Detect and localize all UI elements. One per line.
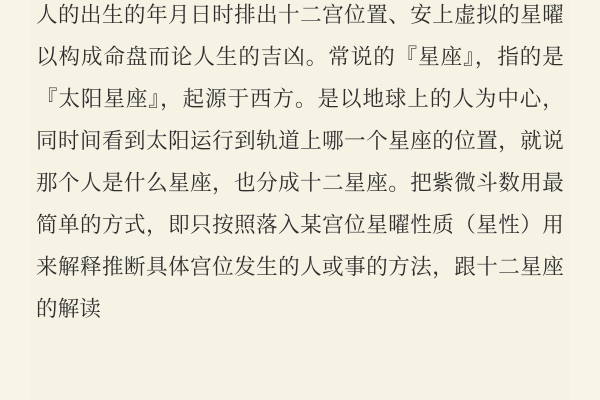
article-body — [36, 0, 564, 330]
article-paragraph: 人的出生的年月日时排出十二宫位置、安上虚拟的星曜以构成命盘而论人生的吉凶。常说的『星座』，指的是『太阳星座』，起源于西方。是以地球上的人为中心，同时间看到太阳运行到轨道上哪一个星座的位置，就说那个人是什么星座，也分成十二星座。把紫微斗数用最简单的方式，即只按照落入某宫位星曜性质（星性）用来解释推断具体宫位发生的人或事的方法，跟十二星座的解读 — [36, 3, 564, 321]
